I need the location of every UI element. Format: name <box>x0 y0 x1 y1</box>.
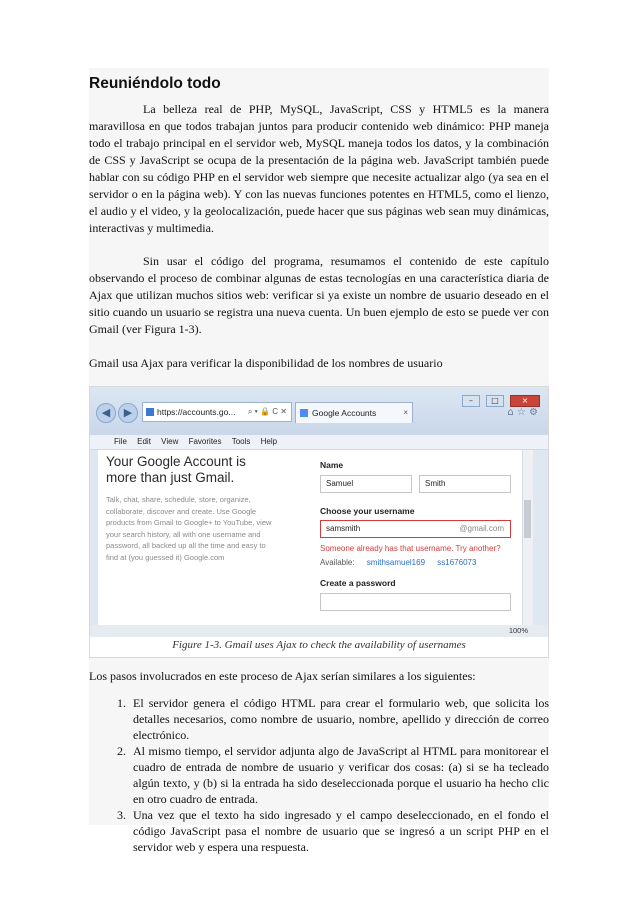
browser-window <box>90 387 548 637</box>
minimize-icon: – <box>462 395 480 407</box>
google-favicon-icon <box>300 409 308 417</box>
scrollbar-thumb <box>524 500 531 538</box>
username-suffix: @gmail.com <box>459 524 504 533</box>
promo-title: Your Google Account is more than just Gmail. <box>106 454 246 485</box>
username-label: Choose your username <box>320 506 415 516</box>
step-2: 2. Al mismo tiempo, el servidor adjunta algo de JavaScript al HTML para monitorear el cuadro de entrada de nombre de usuario y verificar dos cosas: (a) si se ha tecleado algún texto, y (b) si la entrada ha sido deseleccionada porque el usuario ha hecho clic en otro cuadro de entrada. <box>129 743 549 807</box>
forward-icon: ▶ <box>118 403 138 423</box>
paragraph-2: Sin usar el código del programa, resumamos el contenido de este capítulo observando el proceso de combinar algunas de estas tecnologías en una característica diaria de Ajax que utilizan muchos sitios web: verificar si ya existe un nombre de usuario deseado en el sitio cuando un usuario se registra una nueva cuenta. Un buen ejemplo de esto se puede ver con Gmail (ver Figura 1-3). <box>89 254 549 336</box>
window-controls <box>460 390 540 408</box>
address-tools-icon: ⌕ ▾ 🔒 C ✕ <box>247 407 287 416</box>
address-bar <box>142 402 292 422</box>
figure-caption: Figure 1-3. Gmail uses Ajax to check the availability of usernames <box>172 639 466 651</box>
password-label: Create a password <box>320 578 396 588</box>
suggestion-1: smithsamuel169 <box>366 558 426 567</box>
last-name-value: Smith <box>425 479 446 488</box>
zoom-level: 100% <box>508 626 528 635</box>
username-field <box>320 520 511 538</box>
browser-statusbar <box>90 625 548 637</box>
maximize-icon: □ <box>486 395 504 407</box>
step-1: 1. El servidor genera el código HTML para crear el formulario web, que solicita los detalles necesarios, como nombre de usuario, nombre, apellido y dirección de correo electrónico. <box>129 695 549 743</box>
steps-intro: Los pasos involucrados en este proceso de Ajax serían similares a los siguientes: <box>89 669 476 683</box>
document-content <box>89 75 549 855</box>
available-suggestions <box>320 558 476 567</box>
browser-menubar <box>90 435 548 450</box>
promo-body: Talk, chat, share, schedule, store, organize, collaborate, discover and create. Use Google products from Gmail to Google+ to YouTube, view your search history, all with one username and password, all backed up all the time and easy to find at (you guessed it) Google.com <box>106 495 272 562</box>
tab-title: Google Accounts <box>312 408 377 418</box>
username-value: samsmith <box>326 524 361 533</box>
address-text: https://accounts.go... <box>157 407 236 417</box>
step-3: 3. Una vez que el texto ha sido ingresado y el campo deseleccionado, en el fondo el código JavaScript pasa el nombre de usuario que se ingresó a un script PHP en el servidor web y espera una respuesta. <box>129 807 549 855</box>
steps-list <box>89 695 549 855</box>
menu-tools: Tools <box>231 437 251 446</box>
page-client-area <box>98 450 533 625</box>
first-name-field <box>320 475 412 493</box>
paragraph-1: La belleza real de PHP, MySQL, JavaScript, CSS y HTML5 es la manera maravillosa en que todos trabajan juntos para producir contenido web dinámico: PHP maneja todo el trabajo principal en el servidor web, MySQL maneja todos los datos, y la combinación de CSS y JavaScript se ocupa de la presentación de la página web. JavaScript también puede hablar con su código PHP en el servidor web siempre que necesite actualizar algo (ya sea en el servidor o en la página web). Y con las nuevas funciones potentes en HTML5, como el lienzo, el audio y el video, y la geolocalización, puede hacer que sus páginas web sean muy dinámicas, interactivas y multimedia. <box>89 102 549 235</box>
browser-tab <box>295 402 413 423</box>
menu-view: View <box>161 437 179 446</box>
menu-help: Help <box>260 437 278 446</box>
site-favicon-icon <box>146 408 154 416</box>
available-label: Available: <box>320 558 355 567</box>
menu-favorites: Favorites <box>188 437 222 446</box>
toolbar-icons: ⌂ ☆ ⚙ <box>507 407 538 418</box>
figure-1-3 <box>89 386 549 658</box>
password-field <box>320 593 511 611</box>
first-name-value: Samuel <box>326 479 354 488</box>
page-scrollbar <box>522 450 533 625</box>
username-error: Someone already has that username. Try another? <box>320 544 501 553</box>
close-icon: × <box>510 395 540 407</box>
tab-close-icon: × <box>403 408 408 417</box>
back-icon: ◀ <box>96 403 116 423</box>
name-label: Name <box>320 460 344 470</box>
suggestion-2: ss1676073 <box>437 558 477 567</box>
menu-file: File <box>114 437 127 446</box>
section-heading: Reuniéndolo todo <box>89 75 221 92</box>
menu-edit: Edit <box>137 437 151 446</box>
figure-intro: Gmail usa Ajax para verificar la disponibilidad de los nombres de usuario <box>89 356 443 370</box>
browser-titlebar <box>90 387 548 435</box>
last-name-field <box>419 475 511 493</box>
